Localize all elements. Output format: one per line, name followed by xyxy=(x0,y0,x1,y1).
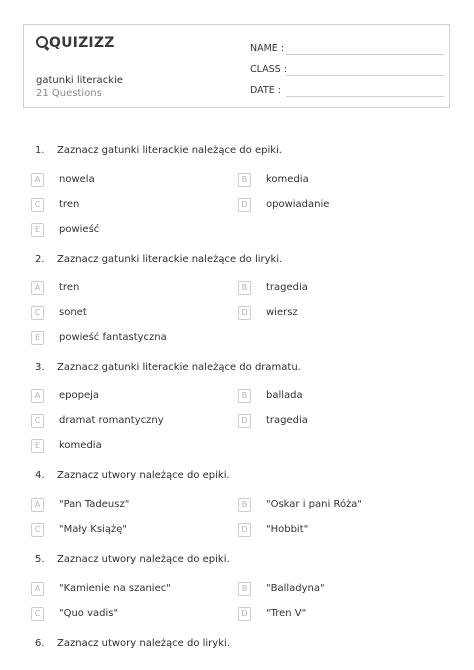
question-number: 3. xyxy=(35,362,45,373)
option-text: dramat romantyczny xyxy=(59,415,164,426)
date-line xyxy=(286,96,444,97)
option-letter: D xyxy=(238,523,251,537)
question-number: 4. xyxy=(35,470,45,481)
name-label: NAME : xyxy=(250,43,285,54)
option-letter: D xyxy=(238,607,251,621)
option-text: opowiadanie xyxy=(266,199,330,210)
date-label: DATE : xyxy=(250,85,281,96)
option-text: "Kamienie na szaniec" xyxy=(59,583,171,594)
class-field[interactable] xyxy=(250,64,440,75)
option-text: "Oskar i pani Róża" xyxy=(266,499,363,510)
option-letter: C xyxy=(31,414,44,428)
name-field[interactable] xyxy=(250,43,440,54)
option-text: tragedia xyxy=(266,415,308,426)
option-text: nowela xyxy=(59,174,95,185)
option-letter: A xyxy=(31,281,44,295)
question-text: Zaznacz gatunki literackie należące do dramatu. xyxy=(57,362,301,373)
option-letter: E xyxy=(31,439,44,453)
option-text: "Quo vadis" xyxy=(59,608,119,619)
class-label: CLASS : xyxy=(250,64,287,75)
question-number: 6. xyxy=(35,638,45,649)
option-letter: B xyxy=(238,498,251,512)
option-letter: C xyxy=(31,306,44,320)
option-text: "Hobbit" xyxy=(266,524,309,535)
question-text: Zaznacz utwory należące do liryki. xyxy=(57,638,230,649)
option-text: ballada xyxy=(266,390,303,401)
question-number: 5. xyxy=(35,554,45,565)
logo-text: QUIZIZZ xyxy=(49,35,115,51)
question-text: Zaznacz gatunki literackie należące do epiki. xyxy=(57,145,282,156)
option-letter: A xyxy=(31,389,44,403)
option-text: komedia xyxy=(59,440,102,451)
option-text: powieść fantastyczna xyxy=(59,332,167,343)
question-number: 1. xyxy=(35,145,45,156)
option-letter: D xyxy=(238,414,251,428)
option-text: powieść xyxy=(59,224,100,235)
worksheet-header xyxy=(23,24,450,108)
option-letter: D xyxy=(238,198,251,212)
option-letter: A xyxy=(31,173,44,187)
question-text: Zaznacz utwory należące do epiki. xyxy=(57,554,230,565)
option-text: tren xyxy=(59,199,80,210)
question-number: 2. xyxy=(35,254,45,265)
option-letter: E xyxy=(31,331,44,345)
option-text: sonet xyxy=(59,307,87,318)
question-text: Zaznacz gatunki literackie należące do liryki. xyxy=(57,254,283,265)
option-text: "Mały Książę" xyxy=(59,524,127,535)
quizizz-logo xyxy=(36,35,115,51)
option-letter: B xyxy=(238,173,251,187)
option-text: tren xyxy=(59,282,80,293)
option-letter: B xyxy=(238,281,251,295)
name-line xyxy=(286,54,444,55)
date-field[interactable] xyxy=(250,85,440,96)
option-letter: A xyxy=(31,582,44,596)
option-text: komedia xyxy=(266,174,309,185)
option-text: "Balladyna" xyxy=(266,583,325,594)
logo-q-icon xyxy=(36,36,48,48)
option-text: "Tren V" xyxy=(266,608,307,619)
option-letter: C xyxy=(31,198,44,212)
option-letter: E xyxy=(31,223,44,237)
question-count: 21 Questions xyxy=(36,88,102,99)
option-letter: C xyxy=(31,607,44,621)
question-text: Zaznacz utwory należące do epiki. xyxy=(57,470,230,481)
option-letter: D xyxy=(238,306,251,320)
option-letter: A xyxy=(31,498,44,512)
option-letter: B xyxy=(238,389,251,403)
quiz-title: gatunki literackie xyxy=(36,75,123,86)
option-text: tragedia xyxy=(266,282,308,293)
option-letter: B xyxy=(238,582,251,596)
option-text: "Pan Tadeusz" xyxy=(59,499,130,510)
class-line xyxy=(286,75,444,76)
option-text: epopeja xyxy=(59,390,100,401)
option-text: wiersz xyxy=(266,307,298,318)
option-letter: C xyxy=(31,523,44,537)
